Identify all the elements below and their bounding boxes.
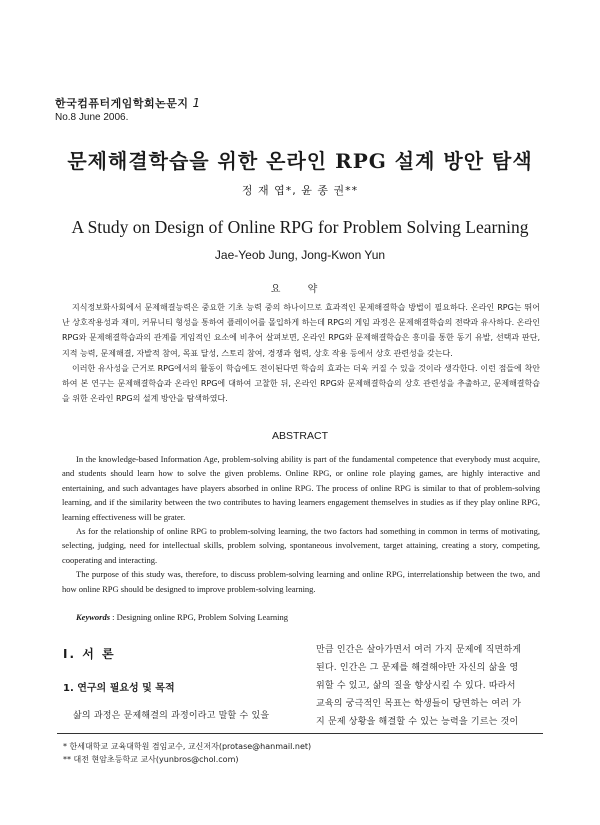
footnote-second-author: ** 대전 현암초등학교 교사(yunbros@chol.com) xyxy=(63,755,239,764)
abstract-english-paragraph: In the knowledge-based Information Age, problem-solving ability is part of the fundamental competence that everybody must acquire, and students should learn how to solve the given problems. Online RPG, or online role playing games, are highly interactive and entertaining, and such advantages have players absorbed in online RPG. The process of online RPG is similar to that of problem-solving learning, and if the similarity between the two contributes to having learners engagement themselves in studies as if they play online RPG, learning effectiveness will be grater. xyxy=(62,454,540,522)
abstract-korean-paragraph: 이러한 유사성을 근거로 RPG에서의 활동이 학습에도 전이된다면 학습의 효과는 더욱 커질 수 있을 것이라 생각한다. 이런 점들에 착안하여 본 연구는 문제해결학습과 온라인 RPG에 대하여 고찰한 뒤, 온라인 RPG와 문제해결학습의 상호 관련성을 추출하고, 문제해결학습을 위한 온라인 RPG의 설계 방안을 탐색하였다. xyxy=(62,363,540,404)
abstract-english-paragraph: As for the relationship of online RPG to problem-solving learning, the two factors had something in common in terms of motivating, selecting, judging, need for intellectual skills, problem solving, spontaneous involvement, target attaining, creating a story, competing, cooperating and interacting. xyxy=(62,526,540,565)
body-line: 된다. 인간은 그 문제를 해결해야만 자신의 삶을 영 xyxy=(316,663,519,673)
abstract-korean xyxy=(62,300,540,406)
footnote-divider xyxy=(57,733,543,734)
journal-issue: No.8 June 2006. xyxy=(55,112,129,123)
authors-english: Jae-Yeob Jung, Jong-Kwon Yun xyxy=(214,248,386,262)
paper-title-english: A Study on Design of Online RPG for Problem Solving Learning xyxy=(71,217,529,237)
body-text-left-column: 삶의 과정은 문제해결의 과정이라고 말할 수 있을 xyxy=(73,711,270,721)
journal-mark: 1 xyxy=(192,96,201,110)
body-line: 지 문제 상황을 해결할 수 있는 능력을 기르는 것이 xyxy=(316,717,519,727)
paper-title-korean: 문제해결학습을 위한 온라인 RPG 설계 방안 탐색 xyxy=(67,149,533,173)
authors-korean: 정 재 엽*, 윤 종 권** xyxy=(241,184,359,197)
body-line: 교육의 궁극적인 목표는 학생들이 당면하는 여러 가 xyxy=(316,699,522,709)
footnotes xyxy=(63,740,311,766)
footnote-first-author: * 한세대학교 교육대학원 겸임교수, 교신저자(protase@hanmail.net) xyxy=(63,742,312,751)
keywords xyxy=(76,612,288,622)
section-heading-introduction: Ⅰ. 서 론 xyxy=(63,647,116,661)
subsection-heading-purpose: 1. 연구의 필요성 및 목적 xyxy=(63,683,175,694)
body-line: 만큼 인간은 살아가면서 여러 가지 문제에 직면하게 xyxy=(316,645,522,655)
journal-header xyxy=(55,92,200,123)
abstract-english-paragraph: The purpose of this study was, therefore, to discuss problem-solving learning and online RPG, interrelationship between the two, and how online RPG should be designed to improve problem-solving learning. xyxy=(62,569,540,594)
abstract-korean-heading: 요 약 xyxy=(270,284,330,295)
keywords-text: : Designing online RPG, Problem Solving Learning xyxy=(110,612,289,622)
abstract-english-heading: ABSTRACT xyxy=(271,430,328,442)
body-line: 위할 수 있고, 삶의 질을 향상시킬 수 있다. 따라서 xyxy=(316,681,516,691)
body-text-right-column xyxy=(316,641,543,731)
abstract-korean-paragraph: 지식정보화사회에서 문제해결능력은 중요한 기초 능력 중의 하나이므로 효과적인 문제해결학습 방법이 필요하다. 온라인 RPG는 뛰어난 상호작용성과 재미, 커뮤니티 형성을 통하여 플레이어를 몰입하게 하는데 RPG의 게임 과정은 문제해결학습의 전략과 유사하다. 온라인 RPG와 문제해결학습과의 관계를 게임적인 요소에 비추어 살펴보면, 온라인 RPG와 문제해결학습은 흥미를 통한 동기 유발, 선택과 판단, 지적 능력, 문제해결, 자발적 참여, 목표 달성, 스토리 참여, 경쟁과 협력, 상호 작용 등에서 상호 관련성을 갖는다. xyxy=(62,303,540,358)
abstract-english xyxy=(62,452,540,596)
keywords-label: Keywords xyxy=(76,612,110,622)
journal-name: 한국컴퓨터게임학회논문지 xyxy=(55,97,189,110)
